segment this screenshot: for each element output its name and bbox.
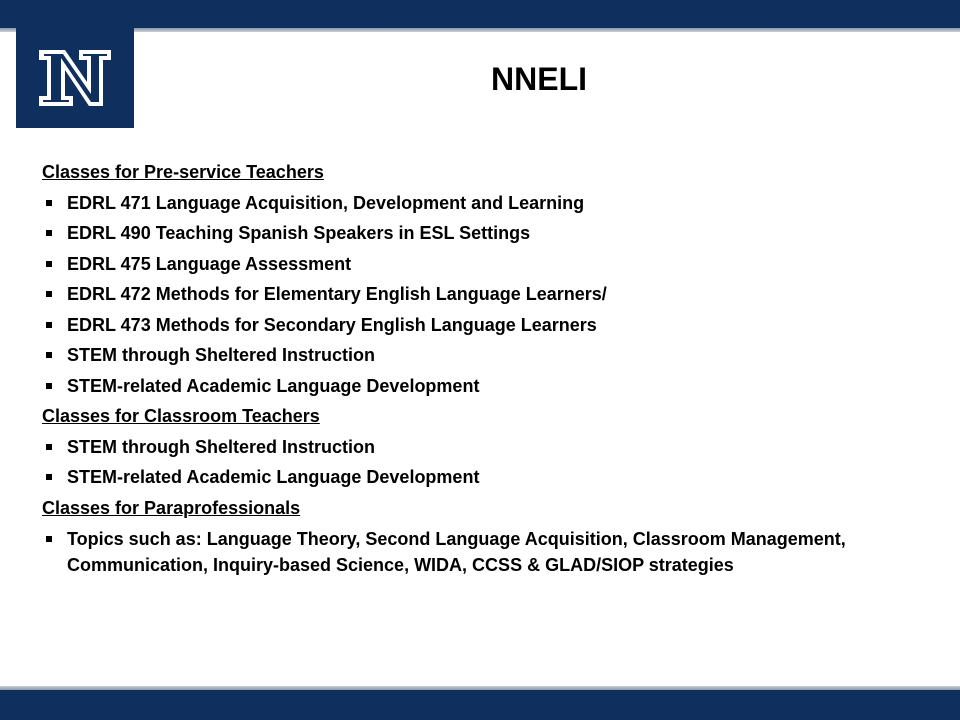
list-item-text: STEM through Sheltered Instruction <box>67 345 376 365</box>
list-item <box>42 435 922 459</box>
list-item <box>42 343 922 367</box>
list-item-text: EDRL 475 Language Assessment <box>67 253 352 274</box>
list-item-text: STEM through Sheltered Instruction <box>67 436 376 457</box>
list-item <box>42 374 922 398</box>
list-item <box>42 282 922 306</box>
square-bullet-icon <box>46 322 52 328</box>
section-heading-classroom: Classes for Classroom Teachers <box>42 406 320 426</box>
square-bullet-icon <box>46 536 52 542</box>
list-item <box>42 252 922 276</box>
list-item-text: EDRL 471 Language Acquisition, Development and Learning <box>67 192 585 213</box>
top-divider-rule <box>0 28 960 32</box>
list-item-text: EDRL 472 Methods for Elementary English Language Learners/ <box>67 284 607 304</box>
list-item-text: EDRL 473 Methods for Secondary English Language Learners <box>67 314 597 335</box>
list-item-text: STEM-related Academic Language Development <box>67 375 480 396</box>
square-bullet-icon <box>46 291 52 297</box>
list-item <box>42 465 922 489</box>
list-item <box>42 221 922 245</box>
list-item-text: Topics such as: Language Theory, Second Language Acquisition, Classroom Management, Communication, Inquiry-based Science, WIDA, CCSS & GLAD/SIOP strategies <box>67 529 846 575</box>
list-item-text: EDRL 490 Teaching Spanish Speakers in ESL Settings <box>67 223 531 243</box>
square-bullet-icon <box>46 474 52 480</box>
block-n-logo <box>16 28 134 128</box>
bottom-footer-band <box>0 690 960 720</box>
list-item <box>42 526 922 578</box>
slide-title: NNELI <box>491 61 587 97</box>
section-heading-preservice: Classes for Pre-service Teachers <box>42 162 324 182</box>
square-bullet-icon <box>46 383 52 389</box>
list-item-text: STEM-related Academic Language Development <box>67 467 480 487</box>
slide-content <box>42 160 922 585</box>
section-heading-paraprofessionals: Classes for Paraprofessionals <box>42 497 301 518</box>
list-item <box>42 191 922 215</box>
top-header-band <box>0 0 960 28</box>
square-bullet-icon <box>46 261 52 267</box>
block-n-logo-icon <box>37 48 113 108</box>
square-bullet-icon <box>46 352 52 358</box>
square-bullet-icon <box>46 230 52 236</box>
square-bullet-icon <box>46 200 52 206</box>
square-bullet-icon <box>46 444 52 450</box>
list-item <box>42 313 922 337</box>
